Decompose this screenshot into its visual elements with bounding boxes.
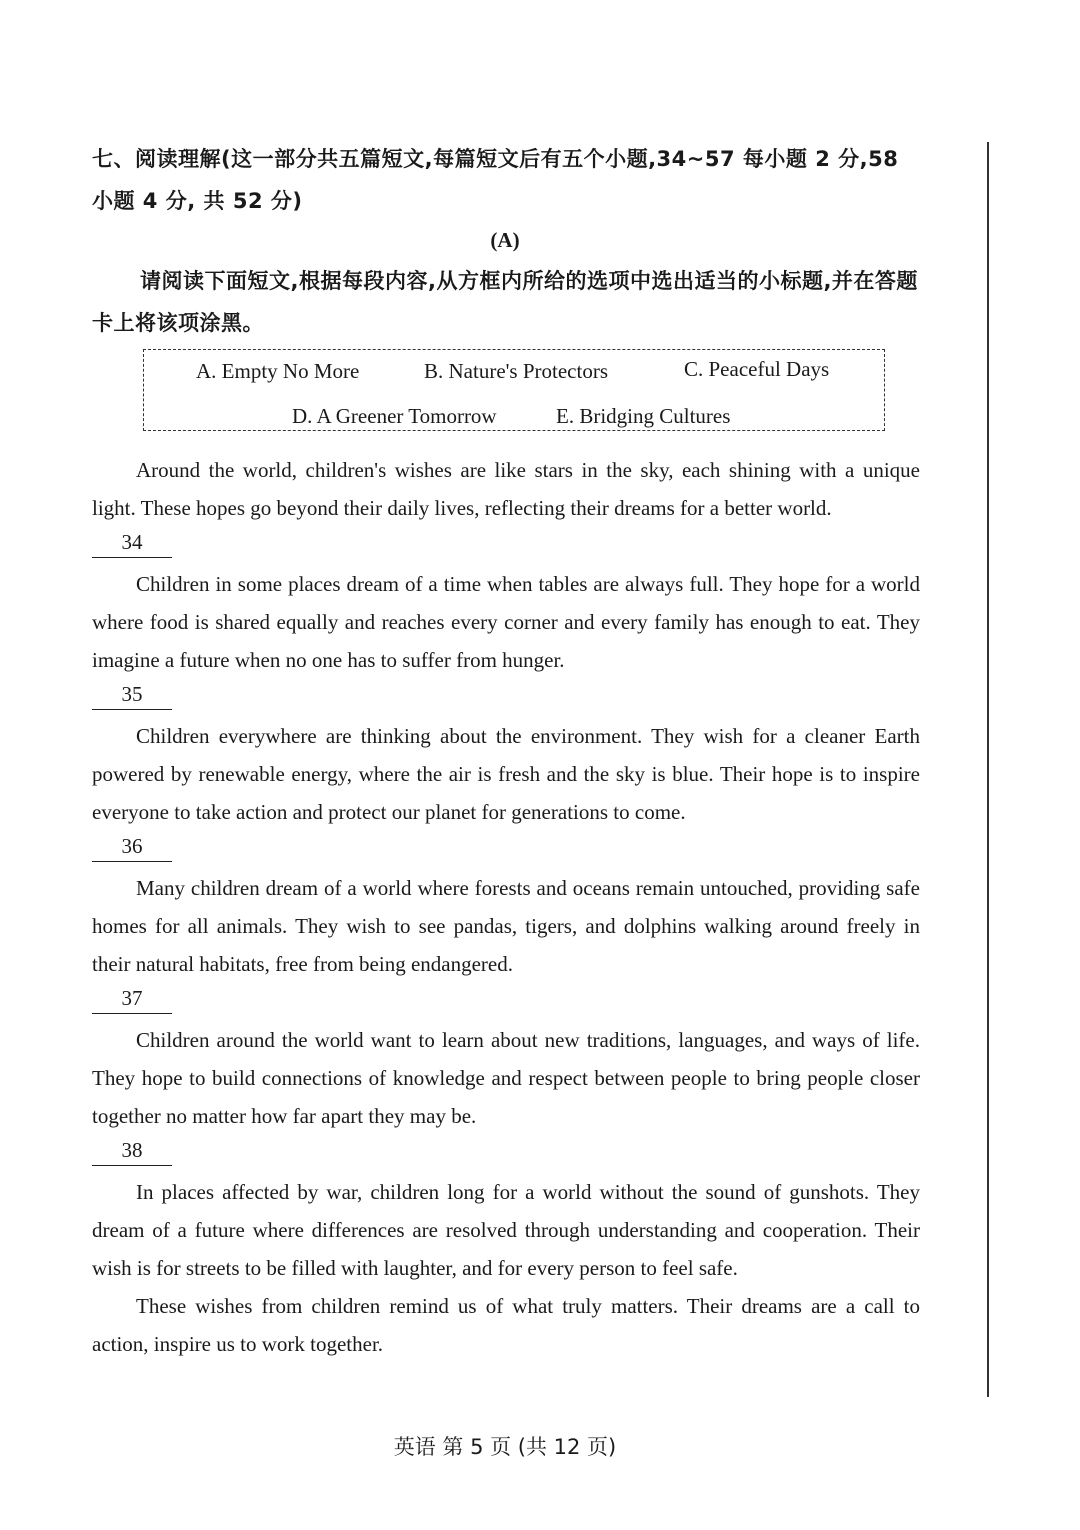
question-paragraph: Children around the world want to learn about new traditions, languages, and ways of life. They hope to build connections of knowledge and respect between people to bring people closer together no matter how far apart they may be. (92, 1028, 920, 1128)
answer-blank (92, 527, 920, 565)
passage-body (92, 451, 920, 1363)
closing-paragraph: These wishes from children remind us of what truly matters. Their dreams are a call to action, inspire us to work together. (92, 1294, 920, 1356)
question-paragraph: In places affected by war, children long for a world without the sound of gunshots. They dream of a future where differences are resolved through understanding and cooperation. Their wish is for streets to be filled with laughter, and for every person to feel safe. (92, 1180, 920, 1280)
question-number: 36 (92, 831, 172, 862)
question-number: 38 (92, 1135, 172, 1166)
question-number: 34 (92, 527, 172, 558)
section-heading: 七、阅读理解(这一部分共五篇短文,每篇短文后有五个小题,34~57 每小题 2 分,58 小题 4 分, 共 52 分) (92, 147, 899, 213)
intro-paragraph: Around the world, children's wishes are like stars in the sky, each shining with a unique light. These hopes go beyond their daily lives, reflecting their dreams for a better world. (92, 458, 920, 520)
answer-blank (92, 983, 920, 1021)
answer-blank (92, 1135, 920, 1173)
option-e: E. Bridging Cultures (556, 404, 731, 428)
option-d: D. A Greener Tomorrow (292, 404, 497, 428)
page-footer: 英语 第 5 页 (共 12 页) (393, 1435, 617, 1459)
question-paragraph: Children in some places dream of a time when tables are always full. They hope for a world where food is shared equally and reaches every corner and every family has enough to eat. They imagine a future when no one has to suffer from hunger. (92, 572, 920, 672)
question-number: 37 (92, 983, 172, 1014)
question-number: 35 (92, 679, 172, 710)
question-paragraph: Many children dream of a world where forests and oceans remain untouched, providing safe homes for all animals. They wish to see pandas, tigers, and dolphins walking around freely in their natural habitats, free from being endangered. (92, 876, 920, 976)
answer-blank (92, 679, 920, 717)
options-box (143, 349, 885, 431)
instruction-text: 请阅读下面短文,根据每段内容,从方框内所给的选项中选出适当的小标题,并在答题卡上将该项涂黑。 (92, 269, 918, 335)
option-a: A. Empty No More (196, 359, 360, 383)
answer-blank (92, 831, 920, 869)
option-c: C. Peaceful Days (684, 357, 830, 381)
question-paragraph: Children everywhere are thinking about the environment. They wish for a cleaner Earth powered by renewable energy, where the air is fresh and the sky is blue. Their hope is to inspire everyone to take action and protect our planet for generations to come. (92, 724, 920, 824)
passage-title: (A) (490, 228, 520, 252)
option-b: B. Nature's Protectors (424, 359, 608, 383)
margin-rule (987, 142, 989, 1397)
